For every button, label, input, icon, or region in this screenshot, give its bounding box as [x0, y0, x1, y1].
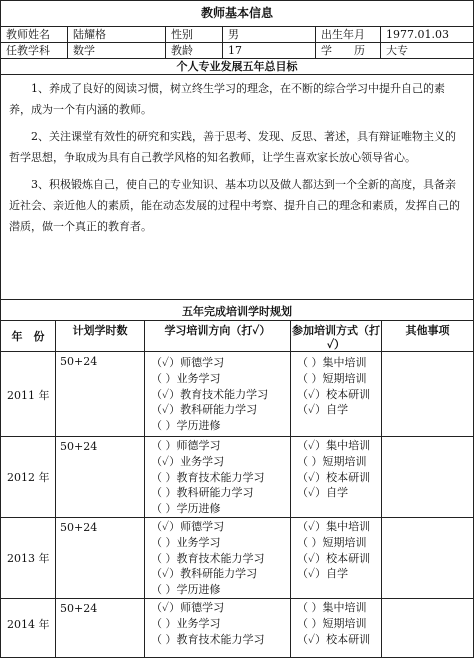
method-option[interactable]: （✓）校本研训 — [297, 551, 371, 565]
row-2014-method-cell — [290, 598, 382, 658]
row-2011-year-cell — [0, 351, 56, 437]
row-2013-hours-cell — [55, 517, 145, 599]
method-option[interactable]: （✓）校本研训 — [297, 470, 371, 484]
row-2013-method-cell — [290, 517, 382, 599]
method-option[interactable]: （✓）校本研训 — [297, 387, 371, 401]
direction-option[interactable]: （ ）业务学习 — [151, 371, 221, 385]
row-2012-direction-cell — [144, 436, 291, 518]
col-year-header: 年 份 — [0, 320, 56, 352]
row-2012-hours-cell — [55, 436, 145, 518]
row-2013-direction-cell — [144, 517, 291, 599]
row-2013-year-cell — [0, 517, 56, 599]
row-2014-hours-cell — [55, 598, 145, 658]
goals-body — [0, 74, 474, 300]
teaching-age-label: 教龄 — [165, 42, 223, 59]
col-direction-header: 学习培训方向（打✓） — [144, 320, 291, 352]
direction-option[interactable]: （ ）业务学习 — [151, 535, 221, 549]
year-label: 2014 年 — [7, 618, 50, 631]
direction-option[interactable]: （✓）师德学习 — [151, 601, 225, 614]
subject-label: 任教学科 — [0, 42, 68, 59]
row-2014-year-cell — [0, 598, 56, 658]
direction-option[interactable]: （ ）学历进修 — [151, 419, 221, 433]
method-option[interactable]: （✓）集中培训 — [297, 520, 371, 533]
row-2013-other-cell — [381, 517, 474, 599]
direction-option[interactable]: （✓）教育技术能力学习 — [151, 387, 269, 401]
method-option[interactable]: （ ）短期培训 — [297, 454, 367, 468]
row-2012-method-cell — [290, 436, 382, 518]
direction-option[interactable]: （ ）学历进修 — [151, 502, 221, 516]
method-option[interactable]: （✓）自学 — [297, 486, 349, 500]
form-title: 教师基本信息 — [0, 0, 474, 27]
planned-hours: 50+24 — [60, 521, 98, 534]
method-option[interactable]: （ ）短期培训 — [297, 371, 367, 385]
row-2011-direction-cell — [144, 351, 291, 437]
row-2014-direction-cell — [144, 598, 291, 658]
col-other-header: 其他事项 — [381, 320, 474, 352]
col-hours-header: 计划学时数 — [55, 320, 145, 352]
row-2014-other-cell — [381, 598, 474, 658]
direction-option[interactable]: （ ）学历进修 — [151, 583, 221, 597]
planned-hours: 50+24 — [60, 602, 98, 615]
gender-label: 性别 — [165, 26, 223, 43]
birth-label: 出生年月 — [315, 26, 381, 43]
row-2011-other-cell — [381, 351, 474, 437]
direction-option[interactable]: （✓）业务学习 — [151, 454, 225, 468]
row-2011-method-cell — [290, 351, 382, 437]
method-option[interactable]: （ ）集中培训 — [297, 601, 367, 614]
gender-value: 男 — [222, 26, 316, 43]
name-label: 教师姓名 — [0, 26, 68, 43]
goal-paragraph-3: 3、积极锻炼自己，使自己的专业知识、基本功以及做人都达到一个全新的高度，具备亲近社会、亲近他人的素质，能在动态发展的过程中考察、提升自己的理念和素质，发挥自己的潜质，做一个真正的教育者。 — [9, 178, 460, 233]
year-label: 2013 年 — [7, 552, 50, 565]
method-option[interactable]: （ ）集中培训 — [297, 356, 367, 369]
teaching-age-value: 17 — [222, 42, 316, 59]
method-option[interactable]: （✓）自学 — [297, 567, 349, 581]
direction-option[interactable]: （✓）师德学习 — [151, 520, 225, 533]
direction-option[interactable]: （✓）师德学习 — [151, 356, 225, 369]
goals-header: 个人专业发展五年总目标 — [0, 58, 474, 75]
row-2012-year-cell — [0, 436, 56, 518]
method-option[interactable]: （✓）校本研训 — [297, 632, 371, 646]
col-method-header: 参加培训方式（打✓） — [290, 320, 382, 352]
direction-option[interactable]: （ ）教育技术能力学习 — [151, 551, 265, 565]
goal-paragraph-2: 2、关注课堂有效性的研究和实践，善于思考、发现、反思、著述，具有辩证唯物主义的哲学思想，争取成为具有自己教学风格的知名教师，让学生喜欢家长放心领导省心。 — [9, 130, 456, 164]
birth-value: 1977.01.03 — [380, 26, 474, 43]
direction-option[interactable]: （ ）教育技术能力学习 — [151, 470, 265, 484]
direction-option[interactable]: （ ）业务学习 — [151, 616, 221, 630]
direction-option[interactable]: （✓）教科研能力学习 — [151, 403, 258, 417]
education-label: 学 历 — [315, 42, 381, 59]
planned-hours: 50+24 — [60, 355, 98, 368]
direction-option[interactable]: （ ）师德学习 — [151, 439, 221, 452]
row-2011-hours-cell — [55, 351, 145, 437]
method-option[interactable]: （✓）集中培训 — [297, 439, 371, 452]
method-option[interactable]: （ ）短期培训 — [297, 535, 367, 549]
goal-paragraph-1: 1、养成了良好的阅读习惯，树立终生学习的理念，在不断的综合学习中提升自己的素养，成为一个有内涵的教师。 — [9, 82, 445, 116]
year-label: 2012 年 — [7, 471, 50, 484]
row-2012-other-cell — [381, 436, 474, 518]
plan-header: 五年完成培训学时规划 — [0, 299, 474, 321]
education-value: 大专 — [380, 42, 474, 59]
subject-value: 数学 — [67, 42, 166, 59]
direction-option[interactable]: （✓）教科研能力学习 — [151, 567, 258, 581]
name-value: 陆耀格 — [67, 26, 166, 43]
year-label: 2011 年 — [7, 389, 50, 402]
method-option[interactable]: （✓）自学 — [297, 403, 349, 417]
direction-option[interactable]: （ ）教育技术能力学习 — [151, 632, 265, 646]
planned-hours: 50+24 — [60, 440, 98, 453]
direction-option[interactable]: （ ）教科研能力学习 — [151, 486, 254, 500]
method-option[interactable]: （ ）短期培训 — [297, 616, 367, 630]
